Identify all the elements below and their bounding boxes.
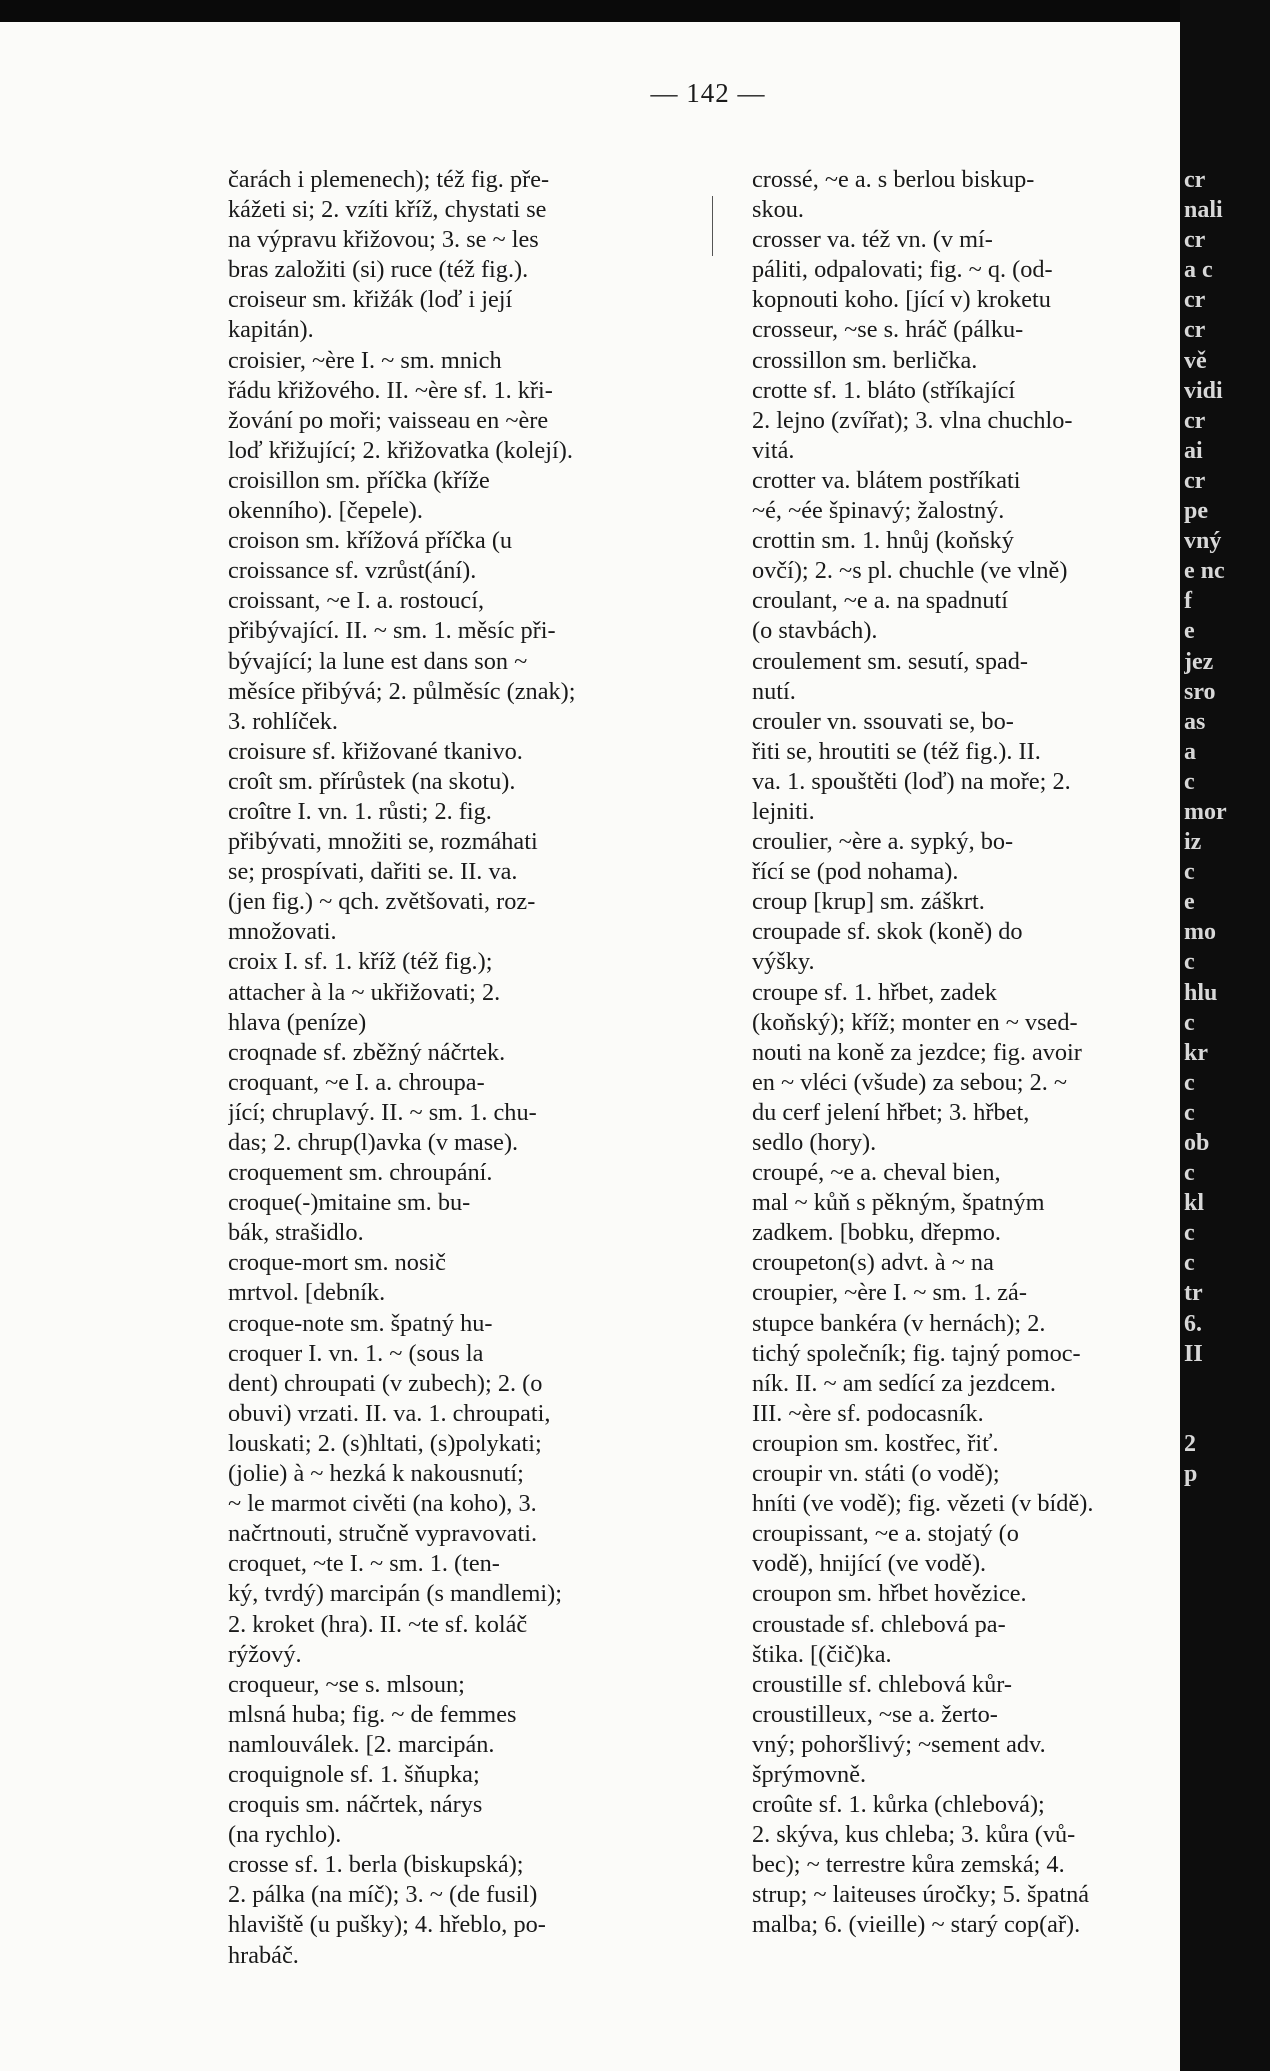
entry-line: croupir vn. státi (o vodě);	[752, 1460, 1000, 1488]
entry-line: řiti se, hroutiti se (též fig.). II.	[752, 737, 1041, 765]
entry-line: crosse sf. 1. berla (biskupská);	[228, 1851, 524, 1879]
entry-line: stupce bankéra (v hernách); 2.	[752, 1309, 1046, 1337]
entry-line: 2. lejno (zvířat); 3. vlna chuchlo-	[752, 406, 1073, 434]
entry-line: croisier, ~ère I. ~ sm. mnich	[228, 346, 502, 374]
fragment-line: nali	[1184, 197, 1223, 224]
entry-line: croupion sm. kostřec, řiť.	[752, 1429, 999, 1457]
entry-line: hlaviště (u pušky); 4. hřeblo, po-	[228, 1911, 546, 1939]
entry-line: rýžový.	[228, 1640, 302, 1668]
fragment-line: sro	[1184, 678, 1216, 705]
fragment-line: hlu	[1184, 979, 1218, 1006]
entry-line: ~ le marmot civěti (na koho), 3.	[228, 1490, 537, 1518]
fragment-line: e	[1184, 889, 1195, 916]
entry-line: bývající; la lune est dans son ~	[228, 647, 528, 675]
fragment-line: jez	[1184, 648, 1214, 675]
entry-line: vitá.	[752, 436, 795, 464]
entry-line: hrabáč.	[228, 1941, 299, 1969]
fragment-line: ai	[1184, 437, 1203, 464]
fragment-line: mor	[1184, 798, 1227, 825]
entry-line: croison sm. křížová příčka (u	[228, 527, 513, 555]
entry-line: crossillon sm. berlička.	[752, 346, 978, 374]
entry-line: ovčí); 2. ~s pl. chuchle (ve vlně)	[752, 557, 1068, 585]
entry-line: (o stavbách).	[752, 617, 878, 645]
fragment-line: p	[1184, 1461, 1198, 1488]
fragment-line: as	[1184, 708, 1206, 735]
entry-line: se; prospívati, dařiti se. II. va.	[228, 858, 518, 886]
fragment-line: kr	[1184, 1039, 1208, 1066]
entry-line: ký, tvrdý) marcipán (s mandlemi);	[228, 1580, 562, 1608]
entry-line: přibývati, množiti se, rozmáhati	[228, 828, 538, 856]
entry-line: croquer I. vn. 1. ~ (sous la	[228, 1339, 484, 1367]
entry-line: sedlo (hory).	[752, 1129, 877, 1156]
entry-line: (jen fig.) ~ qch. zvětšovati, roz-	[228, 888, 536, 916]
adjacent-page-fragment	[1184, 165, 1270, 1925]
entry-line: crotter va. blátem postříkati	[752, 466, 1021, 494]
entry-line: crosser va. též vn. (v mí-	[752, 226, 993, 254]
entry-line: okenního). [čepele).	[228, 497, 423, 525]
entry-line: croît sm. přírůstek (na skotu).	[228, 767, 516, 795]
entry-line: III. ~ère sf. podocasník.	[752, 1399, 984, 1427]
entry-line: skou.	[752, 196, 804, 224]
entry-line: croquet, ~te I. ~ sm. 1. (ten-	[228, 1550, 500, 1578]
entry-line: louskati; 2. (s)hltati, (s)polykati;	[228, 1429, 542, 1457]
entry-line: croissant, ~e I. a. rostoucí,	[228, 587, 485, 615]
entry-line: croqueur, ~se s. mlsoun;	[228, 1670, 465, 1698]
entry-line: croupeton(s) advt. à ~ na	[752, 1249, 994, 1277]
fragment-line: cr	[1184, 227, 1206, 254]
entry-line: croupe sf. 1. hřbet, zadek	[752, 978, 997, 1006]
entry-line: ~é, ~ée špinavý; žalostný.	[752, 497, 1005, 525]
entry-line: (koňský); kříž; monter en ~ vsed-	[752, 1008, 1078, 1036]
entry-line: croup [krup] sm. záškrt.	[752, 888, 985, 916]
entry-line: croustille sf. chlebová kůr-	[752, 1670, 1012, 1698]
entry-line: du cerf jelení hřbet; 3. hřbet,	[752, 1098, 1030, 1126]
fragment-line: c	[1184, 859, 1195, 886]
fragment-line: vidi	[1184, 377, 1223, 404]
fragment-line: c	[1184, 949, 1195, 976]
entry-line: crosseur, ~se s. hráč (pálku-	[752, 316, 1024, 344]
entry-line: řádu křižového. II. ~ère sf. 1. kři-	[228, 376, 553, 404]
entry-line: croupade sf. skok (koně) do	[752, 918, 1023, 946]
entry-line: croupon sm. hřbet hovězice.	[752, 1580, 1027, 1608]
entry-line: strup; ~ laiteuses úročky; 5. špatná	[752, 1881, 1090, 1909]
entry-line: kopnouti koho. [jící v) kroketu	[752, 286, 1051, 314]
entry-line: 2. skýva, kus chleba; 3. kůra (vů-	[752, 1821, 1076, 1849]
entry-line: dent) chroupati (v zubech); 2. (o	[228, 1369, 543, 1397]
entry-line: 2. pálka (na míč); 3. ~ (de fusil)	[228, 1881, 538, 1909]
entry-line: kážeti si; 2. vzíti kříž, chystati se	[228, 196, 547, 224]
fragment-line: pe	[1184, 498, 1208, 525]
entry-line: en ~ vléci (všude) za sebou; 2. ~	[752, 1068, 1068, 1096]
fragment-line	[1184, 1369, 1270, 1399]
fragment-line: e	[1184, 618, 1195, 645]
scan-edge-top	[0, 0, 1270, 22]
entry-line: croisillon sm. příčka (kříže	[228, 466, 490, 494]
entry-line: croupissant, ~e a. stojatý (o	[752, 1520, 1019, 1548]
entry-line: obuvi) vrzati. II. va. 1. chroupati,	[228, 1399, 551, 1427]
entry-line: namlouválek. [2. marcipán.	[228, 1730, 495, 1758]
entry-line: croustilleux, ~se a. žerto-	[752, 1700, 998, 1728]
entry-line: výšky.	[752, 948, 815, 976]
entry-line: croix I. sf. 1. kříž (též fig.);	[228, 948, 493, 976]
entry-line: attacher à la ~ ukřižovati; 2.	[228, 978, 501, 1006]
entry-line: croulier, ~ère a. sypký, bo-	[752, 828, 1014, 856]
entry-line: řící se (pod nohama).	[752, 858, 959, 886]
fragment-line: cr	[1184, 407, 1206, 434]
entry-line: 3. rohlíček.	[228, 707, 338, 735]
fragment-line: f	[1184, 588, 1192, 615]
entry-line: croûte sf. 1. kůrka (chlebová);	[752, 1791, 1045, 1819]
left-column	[228, 165, 706, 1971]
entry-line: žování po moři; vaisseau en ~ère	[228, 406, 549, 434]
entry-line: crottin sm. 1. hnůj (koňský	[752, 527, 1014, 555]
fragment-line	[1184, 1399, 1270, 1429]
entry-line: bák, strašidlo.	[228, 1219, 364, 1247]
entry-line: croquant, ~e I. a. chroupa-	[228, 1068, 485, 1096]
entry-line: croître I. vn. 1. růsti; 2. fig.	[228, 797, 492, 825]
fragment-line: c	[1184, 768, 1195, 795]
entry-line: lejniti.	[752, 797, 815, 825]
entry-line: (na rychlo).	[228, 1821, 342, 1849]
entry-line: vný; pohoršlivý; ~sement adv.	[752, 1730, 1046, 1758]
entry-line: croupé, ~e a. cheval bien,	[752, 1159, 1001, 1187]
entry-line: páliti, odpalovati; fig. ~ q. (od-	[752, 256, 1053, 284]
entry-line: mrtvol. [debník.	[228, 1279, 386, 1307]
entry-line: zadkem. [bobku, dřepmo.	[752, 1219, 1001, 1247]
entry-line: croulement sm. sesutí, spad-	[752, 647, 1028, 675]
fragment-line: kl	[1184, 1190, 1205, 1217]
page-number: — 142 —	[650, 78, 766, 108]
entry-line: loď křižující; 2. křižovatka (kolejí).	[228, 436, 573, 464]
fragment-line: vný	[1184, 528, 1222, 555]
fragment-line: ob	[1184, 1130, 1210, 1156]
entry-line: croquis sm. náčrtek, nárys	[228, 1791, 483, 1819]
entry-line: na výpravu křižovou; 3. se ~ les	[228, 226, 539, 254]
fragment-line: 2	[1184, 1430, 1196, 1457]
entry-line: tichý společník; fig. tajný pomoc-	[752, 1339, 1081, 1367]
fragment-line: c	[1184, 1009, 1195, 1036]
fragment-line: cr	[1184, 167, 1206, 193]
fragment-line: cr	[1184, 287, 1206, 314]
column-divider	[712, 196, 713, 256]
entry-line: croque(-)mitaine sm. bu-	[228, 1189, 471, 1217]
entry-line: crouler vn. ssouvati se, bo-	[752, 707, 1014, 735]
fragment-line: II	[1184, 1340, 1203, 1367]
entry-line: croiseur sm. křižák (loď i její	[228, 286, 513, 314]
fragment-line: 6.	[1184, 1310, 1202, 1337]
entry-line: crossé, ~e a. s berlou biskup-	[752, 166, 1035, 193]
entry-line: croissance sf. vzrůst(ání).	[228, 557, 477, 585]
entry-line: bras založiti (si) ruce (též fig.).	[228, 256, 529, 284]
entry-line: croquement sm. chroupání.	[228, 1159, 493, 1187]
entry-line: malba; 6. (vieille) ~ starý cop(ař).	[752, 1911, 1081, 1939]
entry-line: vodě), hnijící (ve vodě).	[752, 1550, 987, 1578]
entry-line: množovati.	[228, 918, 337, 946]
entry-line: měsíce přibývá; 2. půlměsíc (znak);	[228, 677, 576, 705]
fragment-line: mo	[1184, 919, 1216, 946]
fragment-line: tr	[1184, 1280, 1203, 1307]
entry-line: kapitán).	[228, 316, 314, 344]
entry-line: nouti na koně za jezdce; fig. avoir	[752, 1038, 1082, 1066]
entry-line: mlsná huba; fig. ~ de femmes	[228, 1700, 517, 1728]
entry-line: hníti (ve vodě); fig. vězeti (v bídě).	[752, 1490, 1094, 1518]
entry-line: načrtnouti, stručně vypravovati.	[228, 1520, 538, 1548]
entry-line: 2. kroket (hra). II. ~te sf. koláč	[228, 1610, 528, 1638]
fragment-line: vě	[1184, 347, 1207, 374]
entry-line: croisure sf. křižované tkanivo.	[228, 737, 523, 765]
entry-line: croqnade sf. zběžný náčrtek.	[228, 1038, 506, 1066]
entry-line: croupier, ~ère I. ~ sm. 1. zá-	[752, 1279, 1027, 1307]
entry-line: nutí.	[752, 677, 796, 705]
entry-line: štika. [(čič)ka.	[752, 1640, 892, 1668]
fragment-line: cr	[1184, 317, 1206, 344]
entry-line: croulant, ~e a. na spadnutí	[752, 587, 1009, 615]
entry-line: bec); ~ terrestre kůra zemská; 4.	[752, 1851, 1065, 1879]
entry-line: (jolie) à ~ hezká k nakousnutí;	[228, 1460, 524, 1488]
fragment-line: c	[1184, 1099, 1195, 1126]
entry-line: mal ~ kůň s pěkným, špatným	[752, 1189, 1045, 1217]
fragment-line: c	[1184, 1160, 1195, 1187]
entry-line: čarách i plemenech); též fig. pře-	[228, 166, 550, 193]
fragment-line: a c	[1184, 257, 1213, 284]
fragment-line: e nc	[1184, 558, 1225, 585]
entry-line: croquignole sf. 1. šňupka;	[228, 1760, 480, 1788]
entry-line: va. 1. spouštěti (loď) na moře; 2.	[752, 767, 1071, 795]
fragment-line: cr	[1184, 467, 1206, 494]
entry-line: crotte sf. 1. bláto (stříkající	[752, 376, 1016, 404]
entry-line: croustade sf. chlebová pa-	[752, 1610, 1006, 1638]
fragment-line: c	[1184, 1069, 1195, 1096]
fragment-line: c	[1184, 1220, 1195, 1247]
entry-line: das; 2. chrup(l)avka (v mase).	[228, 1129, 519, 1156]
entry-line: jící; chruplavý. II. ~ sm. 1. chu-	[228, 1098, 537, 1126]
right-column	[752, 165, 1182, 1941]
entry-line: croque-note sm. špatný hu-	[228, 1309, 493, 1337]
fragment-line: c	[1184, 1250, 1195, 1277]
entry-line: šprýmovně.	[752, 1760, 867, 1788]
entry-line: hlava (peníze)	[228, 1008, 367, 1036]
fragment-line: iz	[1184, 829, 1202, 856]
entry-line: přibývající. II. ~ sm. 1. měsíc při-	[228, 617, 556, 645]
entry-line: ník. II. ~ am sedící za jezdcem.	[752, 1369, 1056, 1397]
entry-line: croque-mort sm. nosič	[228, 1249, 446, 1277]
fragment-line: a	[1184, 738, 1196, 765]
